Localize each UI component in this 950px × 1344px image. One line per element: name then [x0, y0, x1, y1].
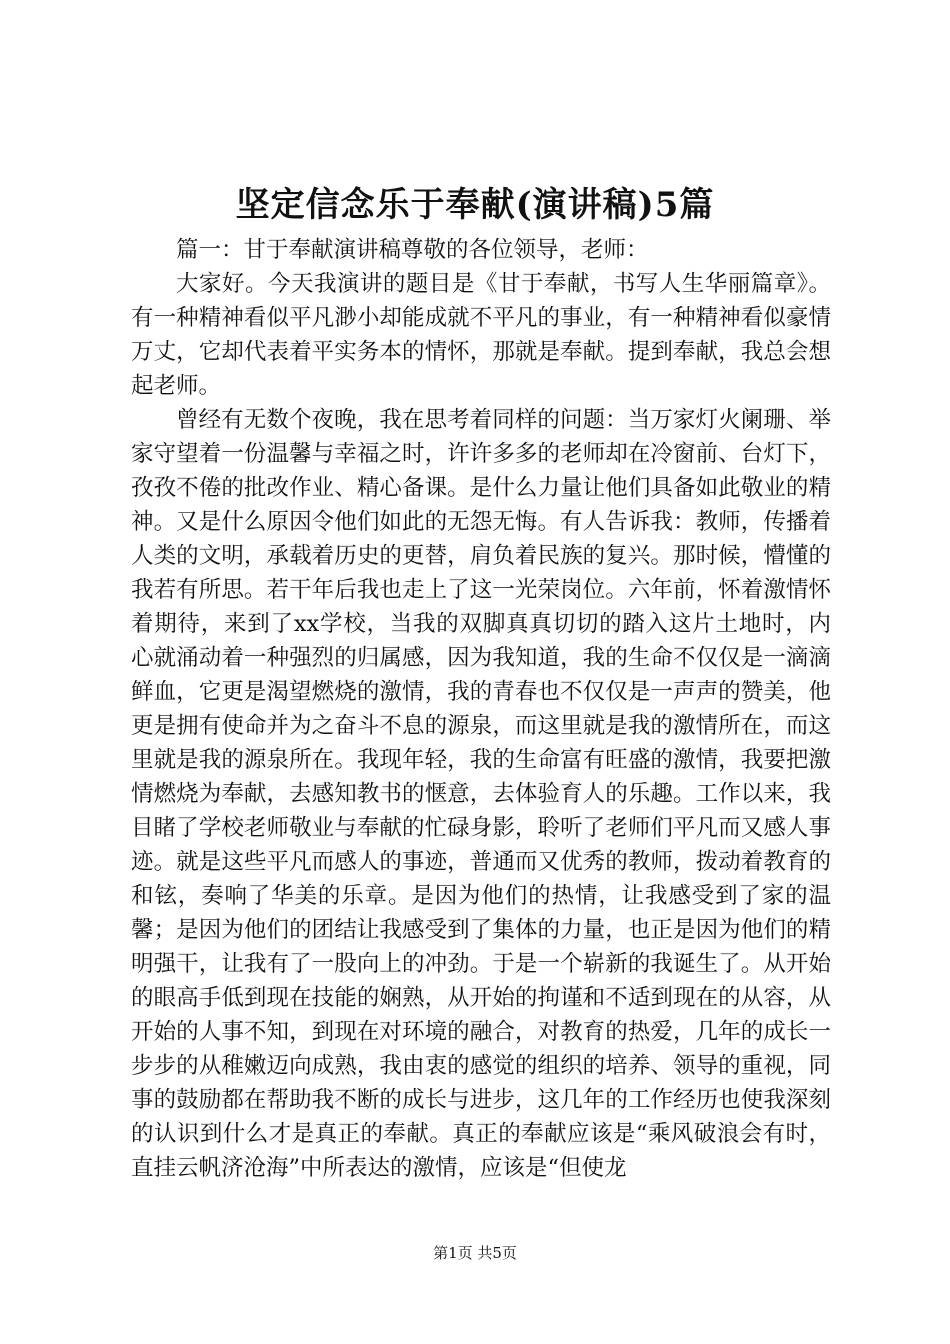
- paragraph-main: 曾经有无数个夜晚，我在思考着同样的问题：当万家灯火阑珊、举家守望着一份温馨与幸福之时，许许多多的老师却在冷窗前、台灯下，孜孜不倦的批改作业、精心备课。是什么力量让他们具备如此敬业的精神。又是什么原因令他们如此的无怨无悔。有人告诉我：教师，传播着人类的文明，承载着历史的更替，肩负着民族的复兴。那时候，懵懂的我若有所思。若干年后我也走上了这一光荣岗位。六年前，怀着激情怀着期待，来到了xx学校，当我的双脚真真切切的踏入这片土地时，内心就涌动着一种强烈的归属感，因为我知道，我的生命不仅仅是一滴滴鲜血，它更是渴望燃烧的激情，我的青春也不仅仅是一声声的赞美，他更是拥有使命并为之奋斗不息的源泉，而这里就是我的激情所在，而这里就是我的源泉所在。我现年轻，我的生命富有旺盛的激情，我要把激情燃烧为奉献，去感知教书的惬意，去体验育人的乐趣。工作以来，我目睹了学校老师敬业与奉献的忙碌身影，聆听了老师们平凡而又感人事迹。就是这些平凡而感人的事迹，普通而又优秀的教师，拨动着教育的和铉，奏响了华美的乐章。是因为他们的热情，让我感受到了家的温馨；是因为他们的团结让我感受到了集体的力量，也正是因为他们的精明强干，让我有了一股向上的冲劲。于是一个崭新的我诞生了。从开始的眼高手低到现在技能的娴熟，从开始的拘谨和不适到现在的从容，从开始的人事不知，到现在对环境的融合，对教育的热爱，几年的成长一步步的从稚嫩迈向成熟，我由衷的感觉的组织的培养、领导的重视，同事的鼓励都在帮助我不断的成长与进步，这几年的工作经历也使我深刻的认识到什么才是真正的奉献。真正的奉献应该是“乘风破浪会有时，直挂云帆济沧海”中所表达的激情，应该是“但使龙: [131, 407, 831, 1181]
- page-footer: 第1页 共5页: [433, 1244, 517, 1262]
- document-title: 坚定信念乐于奉献(演讲稿)5篇: [235, 185, 715, 225]
- document-body: [131, 233, 831, 1185]
- paragraph-intro: 篇一：甘于奉献演讲稿尊敬的各位领导，老师：: [176, 237, 649, 263]
- paragraph-greeting: 大家好。今天我演讲的题目是《甘于奉献，书写人生华丽篇章》。有一种精神看似平凡渺小却能成就不平凡的事业，有一种精神看似豪情万丈，它却代表着平实务本的情怀，那就是奉献。提到奉献，我总会想起老师。: [131, 271, 831, 399]
